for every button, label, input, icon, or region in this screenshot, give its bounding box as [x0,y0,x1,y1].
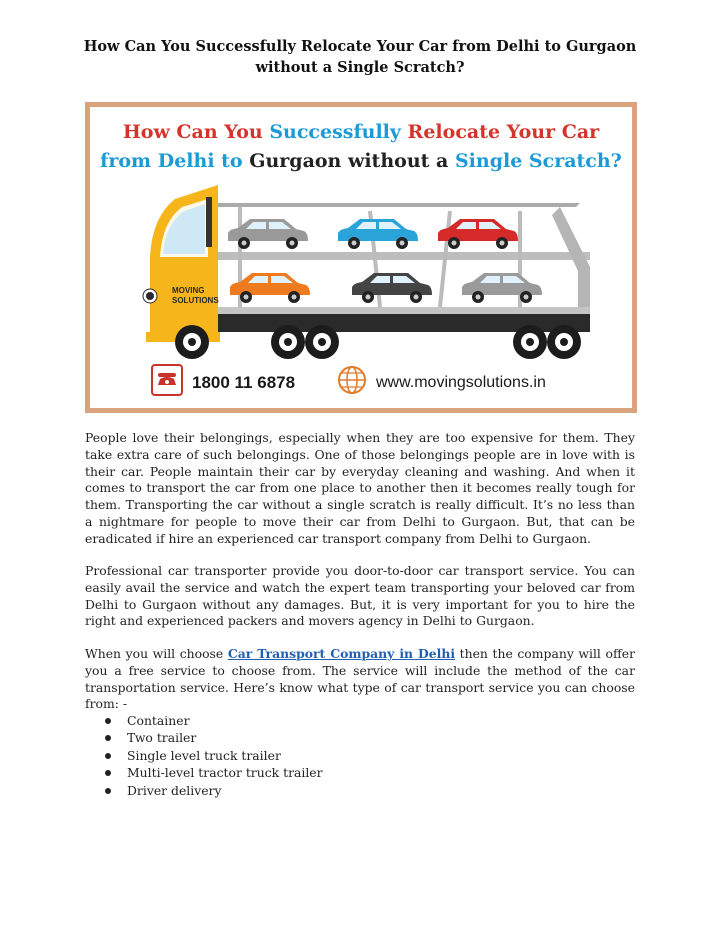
service-list [105,712,323,799]
headline-segment: How Can You [122,121,270,143]
car-transport-company-link[interactable]: Car Transport Company in Delhi [227,646,456,661]
paragraph-intro: People love their belongings, especially when they are too expensive for them. They take extra care of such belongings. One of those belongings people are in love with is their car. People maintain their car by everyday cleaning and washing. And when it comes to transport the car from one place to another then it becomes really tough for them. Transporting the car without a single scratch is really difficult. It’s no less than a nightmare for people to move their car from Delhi to Gurgaon. But, that can be eradicated if hire an experienced car transport company from Delhi to Gurgaon. [85,430,635,546]
car-5 [352,273,432,303]
document-title-line1: How Can You Successfully Relocate Your Car from Delhi to Gurgaon [83,38,637,55]
paragraph-services-rest: then the company will offer you a free service to choose from. The service will include the method of the car transportation service. Here’s know what type of car transport service you can choose from: - [85,646,635,712]
car-2 [338,219,418,249]
cars-group [228,219,542,303]
truck-wheel [547,325,581,359]
paragraph-services-lead: When you will choose [85,646,228,661]
banner-image [85,102,637,413]
logo-text-moving: MOVING [172,286,205,295]
phone-icon [158,373,176,385]
document-title [60,36,660,78]
truck-wheel [271,325,305,359]
truck-wheel [513,325,547,359]
service-item: Driver delivery [105,782,323,799]
car-6 [462,273,542,303]
service-item: Container [105,712,323,729]
paragraph-services [85,646,635,713]
website-url: www.movingsolutions.in [376,374,546,391]
headline-segment: Single Scratch? [454,150,622,172]
banner-illustration [90,107,632,408]
headline-segment: Successfully [269,121,401,143]
truck-wheel [175,325,209,359]
headline-segment: Relocate Your Car [400,121,600,143]
truck-cab [143,185,220,342]
service-item: Single level truck trailer [105,747,323,764]
truck-wheel [305,325,339,359]
service-item: Multi-level tractor truck trailer [105,764,323,781]
globe-icon [339,367,365,393]
service-item: Two trailer [105,729,323,746]
headline-segment: from Delhi to [100,150,250,172]
document-title-line2: without a Single Scratch? [255,59,465,76]
paragraph-professional: Professional car transporter provide you door-to-door car transport service. You can easily avail the service and watch the expert team transporting your beloved car from Delhi to Gurgaon without any damages. But, it is very important for you to hire the right and experienced packers and movers agency in Delhi to Gurgaon. [85,563,635,629]
headline-segment: Gurgaon without a [249,150,455,172]
contact-bar [152,365,546,395]
banner-headline-line2 [100,150,622,172]
logo-text-solutions: SOLUTIONS [172,296,219,305]
phone-number: 1800 11 6878 [192,373,296,392]
banner-headline-line1 [123,121,600,143]
